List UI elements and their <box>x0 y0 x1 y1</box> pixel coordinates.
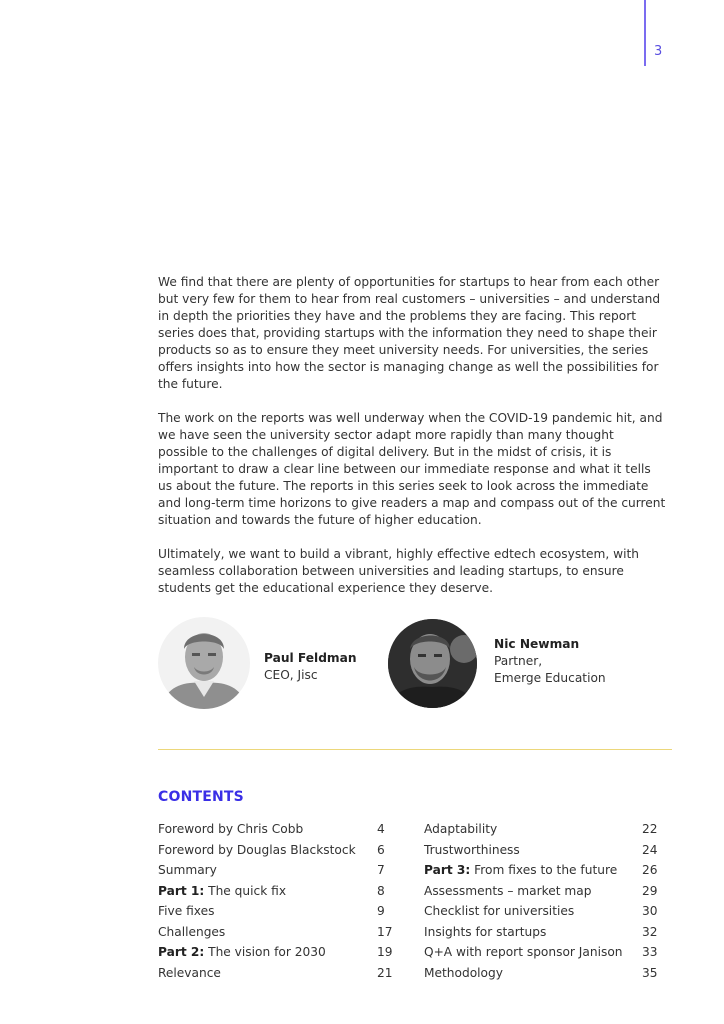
toc-entry[interactable] <box>158 862 388 883</box>
toc-entry-title: Foreword by Chris Cobb <box>158 822 304 836</box>
toc-entry-part: Part 1: <box>158 883 205 898</box>
toc-entry[interactable] <box>424 862 664 883</box>
toc-entry-page: 17 <box>377 924 393 939</box>
toc-entry-page: 6 <box>377 842 385 857</box>
toc-entry-title: Assessments – market map <box>424 883 592 898</box>
toc-entry-page: 35 <box>642 965 658 980</box>
toc-entry-title: From fixes to the future <box>470 863 618 877</box>
signatory-name: Nic Newman <box>494 637 580 651</box>
intro-text <box>158 274 666 614</box>
toc-entry-page: 29 <box>642 883 658 898</box>
toc-entry[interactable] <box>158 924 393 945</box>
toc-entry[interactable] <box>158 821 388 842</box>
toc-entry[interactable] <box>158 842 388 863</box>
toc-entry-page: 9 <box>377 904 385 918</box>
toc-entry-page: 30 <box>642 904 658 918</box>
toc-entry-title: The vision for 2030 <box>204 945 326 959</box>
intro-paragraph: Ultimately, we want to build a vibrant, highly effective edtech ecosystem, with seamless collaboration between universities and leading startups, to ensure students get the educational experience they deserve. <box>158 547 639 595</box>
toc-entry-page: 7 <box>377 863 385 877</box>
toc-entry[interactable] <box>158 944 393 965</box>
contents-heading: CONTENTS <box>158 789 244 805</box>
page-number: 3 <box>654 44 663 59</box>
signatory-name: Paul Feldman <box>264 651 357 665</box>
toc-entry-page: 24 <box>642 842 658 857</box>
toc-entry-page: 32 <box>642 924 658 939</box>
toc-entry[interactable] <box>424 944 664 965</box>
toc-entry-title: Methodology <box>424 965 503 980</box>
toc-entry[interactable] <box>424 821 664 842</box>
toc-entry[interactable] <box>424 903 664 924</box>
toc-entry-title: The quick fix <box>204 883 287 898</box>
page-margin-rule <box>644 0 646 66</box>
contents-left-column <box>158 821 393 985</box>
toc-entry-title: Foreword by Douglas Blackstock <box>158 842 356 857</box>
paul-feldman-photo <box>158 617 250 709</box>
intro-paragraph: The work on the reports was well underway when the COVID-19 pandemic hit, and we have seen the university sector adapt more rapidly than many thought possible to the challenges of digital delivery. But in the midst of crisis, it is important to draw a clear line between our immediate response and what it tells us about the future. The reports in this series seek to look across the immediate and long-term time horizons to give readers a map and compass out of the current situation and towards the future of higher education. <box>158 411 666 527</box>
contents-right-column <box>424 821 664 985</box>
toc-entry-page: 21 <box>377 965 393 980</box>
toc-entry-title: Checklist for universities <box>424 904 575 918</box>
toc-entry-title: Five fixes <box>158 904 215 918</box>
toc-entry[interactable] <box>424 924 664 945</box>
toc-entry[interactable] <box>158 965 393 986</box>
toc-entry[interactable] <box>158 903 388 924</box>
nic-newman-photo <box>388 619 477 708</box>
toc-entry-title: Q+A with report sponsor Janison <box>424 945 623 959</box>
toc-entry-page: 19 <box>377 945 393 959</box>
toc-entry[interactable] <box>424 965 664 986</box>
toc-entry-part: Part 3: <box>424 863 471 877</box>
signatory-nic-newman <box>494 636 606 687</box>
signatory-paul-feldman <box>264 650 357 684</box>
toc-entry[interactable] <box>424 883 664 904</box>
toc-entry-page: 8 <box>377 883 385 898</box>
toc-entry-title: Adaptability <box>424 822 498 836</box>
toc-entry-page: 33 <box>642 945 658 959</box>
signatory-role-line-2: Emerge Education <box>494 671 606 685</box>
intro-paragraph: We find that there are plenty of opportunities for startups to hear from each other but very few for them to hear from real customers – universities – and understand in depth the priorities they have and the problems they are facing. This report series does that, providing startups with the information they need to shape their products so as to ensure they meet university needs. For universities, the series offers insights into how the sector is managing change as well the possibilities for the future. <box>158 275 661 391</box>
toc-entry-page: 26 <box>642 863 658 877</box>
toc-entry[interactable] <box>158 883 388 904</box>
signatory-role-line-1: Partner, <box>494 654 543 668</box>
toc-entry-title: Insights for startups <box>424 924 547 939</box>
toc-entry-title: Trustworthiness <box>424 842 520 857</box>
section-divider <box>158 749 672 750</box>
toc-entry-title: Challenges <box>158 924 226 939</box>
toc-entry-part: Part 2: <box>158 945 205 959</box>
toc-entry-title: Summary <box>158 863 217 877</box>
signatory-role: CEO, Jisc <box>264 668 318 682</box>
toc-entry[interactable] <box>424 842 664 863</box>
toc-entry-page: 22 <box>642 822 658 836</box>
toc-entry-page: 4 <box>377 822 385 836</box>
toc-entry-title: Relevance <box>158 965 221 980</box>
